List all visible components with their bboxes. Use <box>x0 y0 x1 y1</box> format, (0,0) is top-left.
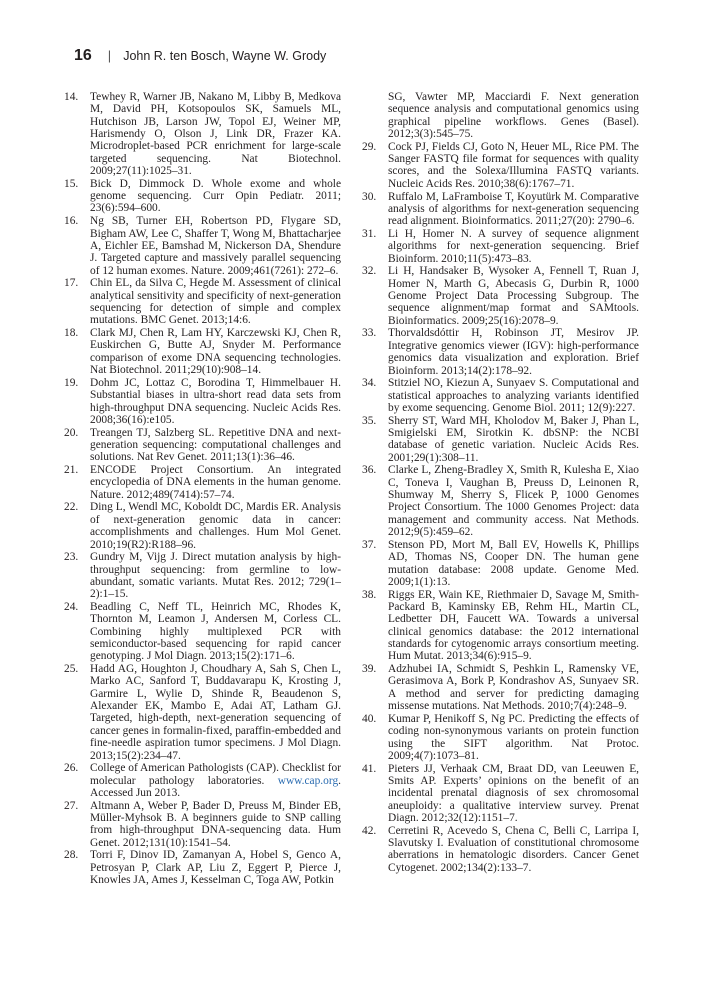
reference-item <box>362 825 639 874</box>
reference-number: 42. <box>362 824 377 837</box>
reference-number: 38. <box>362 588 377 601</box>
reference-number: 23. <box>64 551 79 564</box>
reference-text: Kumar P, Henikoff S, Ng PC. Predicting the effects of coding non-synonymous variants on protein function using the SIFT algorithm. Nat Protoc. 2009;4(7):1073–81. <box>388 712 639 762</box>
reference-item <box>362 327 639 376</box>
reference-number: 27. <box>64 799 79 812</box>
reference-text: Sherry ST, Ward MH, Kholodov M, Baker J, Phan L, Smigielski EM, Sirotkin K. dbSNP: the NCBI database of genetic variation. Nucleic Acids Res. 2001;29(1):308–11. <box>388 414 639 464</box>
reference-text: Li H, Handsaker B, Wysoker A, Fennell T, Ruan J, Homer N, Marth G, Abecasis G, Durbin R, 1000 Genome Project Data Processing Subgroup. The sequence alignment/map format and SAMtools. Bioinformatics. 2009;25(16):2078–9. <box>388 265 639 327</box>
reference-number: 36. <box>362 464 377 477</box>
reference-item <box>64 377 341 426</box>
reference-item <box>362 377 639 414</box>
reference-text: Hadd AG, Houghton J, Choudhary A, Sah S, Chen L, Marko AC, Sanford T, Buddavarapu K, Krosting J, Garmire L, Wylie D, Shinde R, Beaudenon S, Alexander EK, Mambo E, Adai AT, Latham GJ. Targeted, high-depth, next-generation sequencing of cancer genes in formalin-fixed, paraffin-embedded and fine-needle aspiration tumor specimens. J Mol Diagn. 2013;15(2):234–47. <box>90 663 341 762</box>
reference-text: Thorvaldsdóttir H, Robinson JT, Mesirov JP. Integrative genomics viewer (IGV): high-performance genomics data visualization and exploration. Brief Bioinform. 2013;14(2):178–92. <box>388 327 639 377</box>
reference-text: Ng SB, Turner EH, Robertson PD, Flygare SD, Bigham AW, Lee C, Shaffer T, Wong M, Bhattacharjee A, Eichler EE, Bamshad M, Nickerson DA, Shendure J. Targeted capture and massively parallel sequencing of 12 human exomes. Nature. 2009;461(7261): 272–6. <box>90 215 341 277</box>
reference-text: Stitziel NO, Kiezun A, Sunyaev S. Computational and statistical approaches to analyzing variants identified by exome sequencing. Genome Biol. 2011; 12(9):227. <box>388 377 639 414</box>
running-header <box>74 47 326 67</box>
reference-item <box>64 427 341 464</box>
reference-text: Dohm JC, Lottaz C, Borodina T, Himmelbauer H. Substantial biases in ultra-short read data sets from high-throughput DNA sequencing. Nucleic Acids Res. 2008;36(16):e105. <box>90 376 341 426</box>
reference-number: 30. <box>362 190 377 203</box>
header-authors: John R. ten Bosch, Wayne W. Grody <box>123 49 327 63</box>
reference-item <box>64 601 341 663</box>
reference-number: 34. <box>362 377 377 390</box>
reference-text: Adzhubei IA, Schmidt S, Peshkin L, Ramensky VE, Gerasimova A, Bork P, Kondrashov AS, Sunyaev SR. A method and server for predicting damaging missense mutations. Nat Methods. 2010;7(4):248–9. <box>388 663 639 713</box>
reference-number: 15. <box>64 177 79 190</box>
reference-text: Riggs ER, Wain KE, Riethmaier D, Savage M, Smith-Packard B, Kaminsky EB, Rehm HL, Martin CL, Ledbetter DH, Faucett WA. Towards a universal clinical genomics database: the 2012 international standards for cytogenomic arrays consortium meeting. Hum Mutat. 2013;34(6):915–9. <box>388 588 639 663</box>
reference-item <box>362 91 639 140</box>
reference-number: 33. <box>362 327 377 340</box>
reference-text: Tewhey R, Warner JB, Nakano M, Libby B, Medkova M, David PH, Kotsopoulos SK, Samuels ML, Hutchison JB, Larson JW, Topol EJ, Weiner MP, Harismendy O, Olson J, Link DR, Frazer KA. Microdroplet-based PCR enrichment for large-scale targeted sequencing. Nat Biotechnol. 2009;27(11):1025–31. <box>90 91 341 178</box>
reference-number: 28. <box>64 849 79 862</box>
reference-text: Ruffalo M, LaFramboise T, Koyutürk M. Comparative analysis of algorithms for next-generation sequencing read alignment. Bioinformatics. 2011;27(20): 2790–6. <box>388 190 639 228</box>
reference-number: 24. <box>64 601 79 613</box>
reference-item <box>64 762 341 799</box>
reference-text-part: College of American Pathologists (CAP). Checklist for molecular pathology laboratories. <box>90 762 341 787</box>
reference-number: 14. <box>64 91 79 103</box>
references-column-right <box>362 91 639 875</box>
reference-number: 37. <box>362 538 377 551</box>
reference-item <box>64 849 341 886</box>
reference-item <box>362 191 639 228</box>
reference-text: Ding L, Wendl MC, Koboldt DC, Mardis ER. Analysis of next-generation genomic data in cancer: accomplishments and challenges. Hum Mol Genet. 2010;19(R2):R188–96. <box>90 501 341 551</box>
reference-item <box>64 800 341 849</box>
reference-number: 29. <box>362 140 377 153</box>
reference-text: Altmann A, Weber P, Bader D, Preuss M, Binder EB, Müller-Myhsok B. A beginners guide to SNP calling from high-throughput DNA-sequencing data. Hum Genet. 2012;131(10):1541–54. <box>90 799 341 849</box>
reference-item <box>64 215 341 277</box>
reference-item <box>362 713 639 762</box>
reference-item <box>362 589 639 663</box>
reference-text: Stenson PD, Mort M, Ball EV, Howells K, Phillips AD, Thomas NS, Cooper DN. The human gene mutation database: 2008 update. Genome Med. 2009;1(1):13. <box>388 538 639 588</box>
reference-item <box>362 265 639 327</box>
reference-item <box>64 464 341 501</box>
reference-item <box>362 141 639 190</box>
reference-number <box>362 91 388 140</box>
reference-text: Clarke L, Zheng-Bradley X, Smith R, Kulesha E, Xiao C, Toneva I, Vaughan B, Preuss D, Leinonen R, Shumway M, Sherry S, Flicek P, 1000 Genomes Project Consortium. The 1000 Genomes Project: data management and community access. Nat Methods. 2012;9(5):459–62. <box>388 464 639 539</box>
reference-number: 39. <box>362 663 377 676</box>
reference-item <box>362 464 639 538</box>
reference-number: 32. <box>362 265 377 278</box>
reference-number: 41. <box>362 762 377 775</box>
reference-text: Bick D, Dimmock D. Whole exome and whole genome sequencing. Curr Opin Pediatr. 2011; 23(6):594–600. <box>90 177 341 215</box>
reference-number: 20. <box>64 426 79 439</box>
reference-text: Li H, Homer N. A survey of sequence alignment algorithms for next-generation sequencing. Brief Bioinform. 2010;11(5):473–83. <box>388 227 639 265</box>
reference-item <box>362 663 639 712</box>
reference-text-tail: . Accessed Jun 2013. <box>90 774 341 799</box>
reference-number: 31. <box>362 227 377 240</box>
reference-number: 19. <box>64 376 79 389</box>
reference-item <box>64 327 341 376</box>
reference-text: Pieters JJ, Verhaak CM, Braat DD, van Leeuwen E, Smits AP. Experts’ opinions on the benefit of an incidental prenatal diagnosis of sex chromosomal aneuploidy: a qualitative interview survey. Prenat Diagn. 2012;32(12):1151–7. <box>388 762 639 825</box>
reference-text: Torri F, Dinov ID, Zamanyan A, Hobel S, Genco A, Petrosyan P, Clark AP, Liu Z, Eggert P, Pierce J, Knowles JA, Ames J, Kesselman C, Toga AW, Potkin <box>90 849 341 887</box>
reference-text: Cerretini R, Acevedo S, Chena C, Belli C, Larripa I, Slavutsky I. Evaluation of constitutional chromosome aberrations in hematologic disorders. Cancer Genet Cytogenet. 2002;134(2):133–7. <box>388 824 639 874</box>
reference-text: Beadling C, Neff TL, Heinrich MC, Rhodes K, Thornton M, Leamon J, Andersen M, Corless CL. Combining highly multiplexed PCR with semiconductor-based sequencing for rapid cancer genotyping. J Mol Diagn. 2013;15(2):171–6. <box>90 601 341 663</box>
reference-text: Cock PJ, Fields CJ, Goto N, Heuer ML, Rice PM. The Sanger FASTQ file format for sequences with quality scores, and the Solexa/Illumina FASTQ variants. Nucleic Acids Res. 2010;38(6):1767–71. <box>388 140 639 190</box>
reference-item <box>64 178 341 215</box>
reference-item <box>64 91 341 177</box>
reference-number: 25. <box>64 663 79 676</box>
reference-number: 40. <box>362 712 377 725</box>
reference-number: 35. <box>362 414 377 427</box>
reference-item <box>362 415 639 464</box>
reference-item <box>362 539 639 588</box>
reference-item <box>362 228 639 265</box>
reference-text: Treangen TJ, Salzberg SL. Repetitive DNA and next-generation sequencing: computational challenges and solutions. Nat Rev Genet. 2011;13(1):36–46. <box>90 426 341 464</box>
reference-text <box>90 762 341 799</box>
reference-number: 17. <box>64 277 79 290</box>
reference-number: 18. <box>64 327 79 340</box>
reference-text: ENCODE Project Consortium. An integrated encyclopedia of DNA elements in the human genome. Nature. 2012;489(7414):57–74. <box>90 464 341 501</box>
reference-item <box>64 277 341 326</box>
references-column-left <box>64 91 341 887</box>
reference-number: 21. <box>64 464 79 477</box>
reference-text: Chin EL, da Silva C, Hegde M. Assessment of clinical analytical sensitivity and specificity of next-generation sequencing for detection of simple and complex mutations. BMC Genet. 2013;14:6. <box>90 277 341 327</box>
reference-item <box>64 551 341 600</box>
reference-number: 26. <box>64 762 79 775</box>
reference-number: 16. <box>64 215 79 228</box>
reference-item <box>64 663 341 762</box>
reference-text: Clark MJ, Chen R, Lam HY, Karczewski KJ, Chen R, Euskirchen G, Butte AJ, Snyder M. Performance comparison of exome DNA sequencing technologies. Nat Biotechnol. 2011;29(10):908–14. <box>90 327 341 377</box>
reference-link[interactable]: www.cap.org <box>277 774 339 787</box>
reference-text: SG, Vawter MP, Macciardi F. Next generation sequence analysis and computational genomics using graphical pipeline workflows. Genes (Basel). 2012;3(3):545–75. <box>388 91 639 141</box>
header-separator: | <box>107 48 112 63</box>
reference-item <box>64 501 341 550</box>
reference-item <box>362 763 639 825</box>
reference-number: 22. <box>64 501 79 514</box>
reference-text: Gundry M, Vijg J. Direct mutation analysis by high-throughput sequencing: from germline to low-abundant, somatic variants. Mutat Res. 2012; 729(1–2):1–15. <box>90 551 341 601</box>
page-number: 16 <box>74 47 92 64</box>
